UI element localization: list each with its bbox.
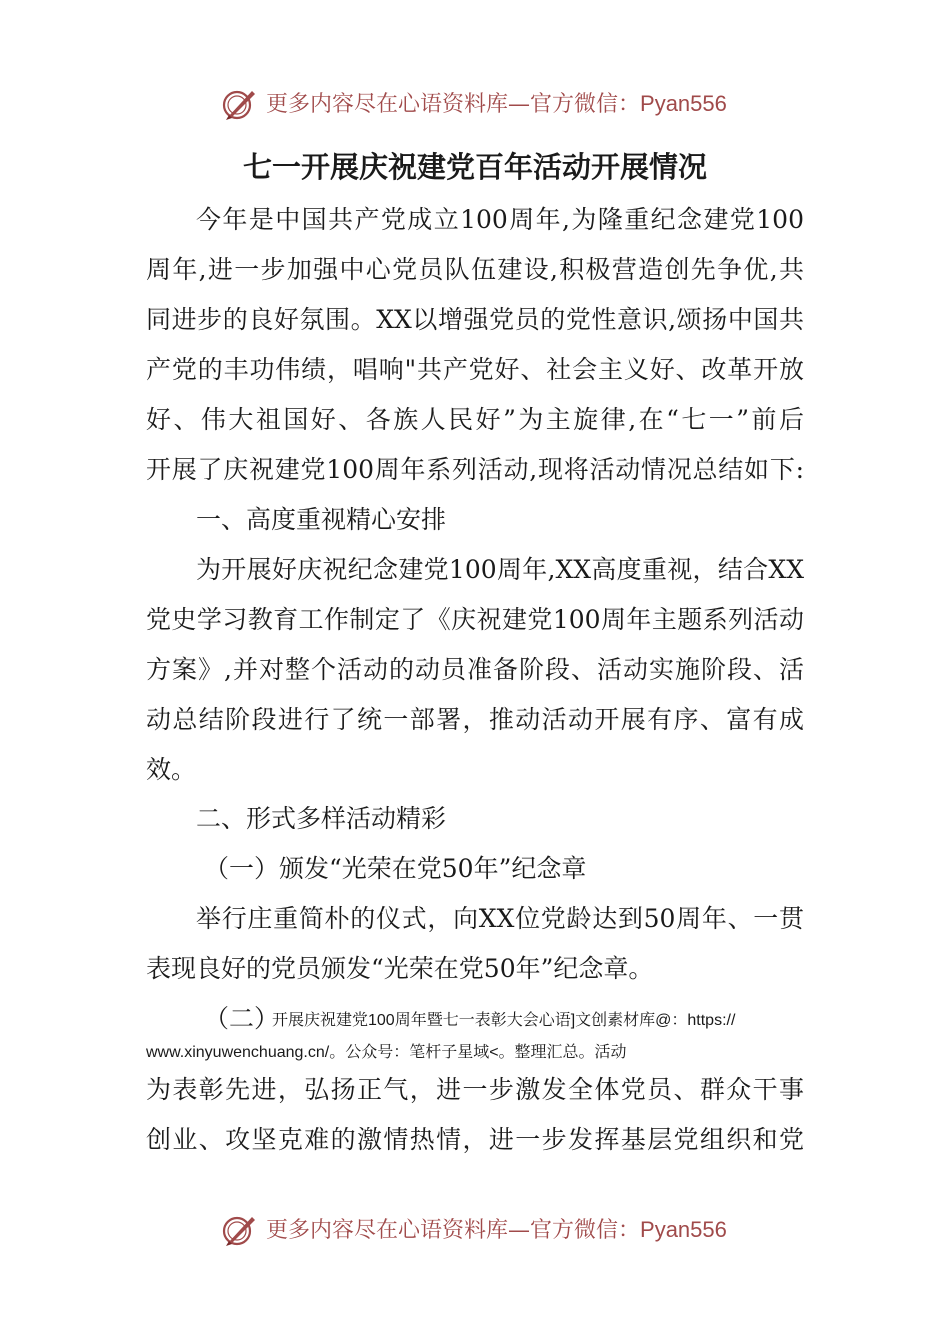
section-heading: 一、高度重视精心安排 [196,505,447,534]
page-title: 七一开展庆祝建党百年活动开展情况 [242,150,707,184]
subsection-heading-text: www.xinyuwenchuang.cn/。公众号：笔杆子星域<。整理汇总。活动 [146,1044,627,1061]
text-line: 举行庄重简朴的仪式，向XX位党龄达到50周年、一贯 [196,904,804,933]
text-line: 创业、攻坚克难的激情热情，进一步发挥基层党组织和党 [146,1125,804,1154]
text-line: 为开展好庆祝纪念建党100周年,XX高度重视，结合XX [196,555,804,584]
footer-watermark-text: 更多内容尽在心语资料库—官方微信：Pyan556 [266,1217,727,1243]
text-line: 方案》,并对整个活动的动员准备阶段、活动实施阶段、活 [146,655,804,684]
section-heading: 二、形式多样活动精彩 [196,804,447,833]
text-line: 效。 [146,755,197,784]
text-line: 今年是中国共产党成立100周年,为隆重纪念建党100 [196,205,804,234]
subsection-heading: （一）颁发“光荣在党50年”纪念章 [204,854,587,883]
header-watermark-text: 更多内容尽在心语资料库—官方微信：Pyan556 [266,91,727,117]
text-line: 好、伟大祖国好、各族人民好”为主旋律,在“七一”前后 [146,405,804,434]
text-line: 开展了庆祝建党100周年系列活动,现将活动情况总结如下: [146,455,804,484]
footer-watermark [0,1212,950,1248]
pen-logo-icon [222,1213,258,1247]
text-line: 同进步的良好氛围。XX以增强党员的党性意识,颂扬中国共 [146,305,804,334]
text-line: 表现良好的党员颁发“光荣在党50年”纪念章。 [146,954,654,983]
text-line: 产党的丰功伟绩，唱响"共产党好、社会主义好、改革开放 [146,355,804,384]
text-line: 为表彰先进，弘扬正气，进一步激发全体党员、群众干事 [146,1075,804,1104]
subsection-heading-text: 开展庆祝建党100周年暨七一表彰大会心语]文创素材库@：https:// [272,1012,736,1029]
subsection-lead: （二） [204,1004,280,1033]
pen-logo-icon [222,87,258,121]
text-line: 动总结阶段进行了统一部署，推动活动开展有序、富有成 [146,705,804,734]
text-line: 党史学习教育工作制定了《庆祝建党100周年主题系列活动 [146,605,804,634]
text-line: 周年,进一步加强中心党员队伍建设,积极营造创先争优,共 [146,255,804,284]
header-watermark [0,86,950,122]
